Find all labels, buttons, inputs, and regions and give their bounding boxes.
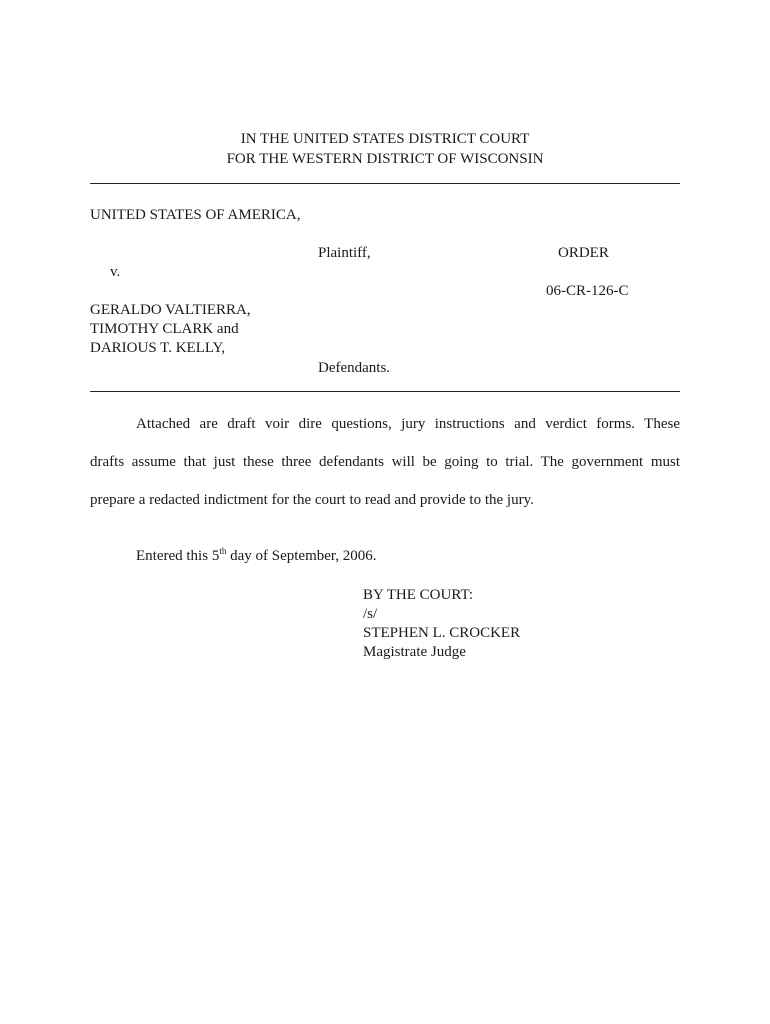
versus: v. [110, 264, 121, 280]
document-type: ORDER [558, 245, 609, 261]
entered-prefix: Entered this 5 [136, 548, 220, 564]
defendants-role: Defendants. [318, 360, 391, 376]
body-line-3: prepare a redacted indictment for the court to read and provide to the jury. [90, 492, 534, 508]
court-title-line-1: IN THE UNITED STATES DISTRICT COURT [240, 131, 530, 147]
case-number: 06-CR-126-C [546, 283, 629, 299]
body-line-1: Attached are draft voir dire questions, jury instructions and verdict forms. These [136, 416, 680, 432]
entered-suffix: day of September, 2006. [226, 548, 377, 564]
entered-superscript: th [219, 546, 227, 556]
entered-date-line [136, 547, 377, 566]
signer-title: Magistrate Judge [363, 644, 466, 660]
plaintiff-role: Plaintiff, [318, 245, 371, 261]
caption-top-rule [90, 183, 680, 184]
caption-bottom-rule [90, 391, 680, 392]
plaintiff-party: UNITED STATES OF AMERICA, [90, 207, 301, 223]
signer-name: STEPHEN L. CROCKER [363, 625, 521, 641]
signature-mark: /s/ [363, 606, 378, 622]
body-line-2: drafts assume that just these three defendants will be going to trial. The government must [90, 454, 680, 470]
signature-by-line: BY THE COURT: [363, 587, 474, 603]
defendant-3: DARIOUS T. KELLY, [90, 340, 226, 356]
court-title-line-2: FOR THE WESTERN DISTRICT OF WISCONSIN [226, 151, 544, 167]
defendant-1: GERALDO VALTIERRA, [90, 302, 251, 318]
defendant-2: TIMOTHY CLARK and [90, 321, 239, 337]
